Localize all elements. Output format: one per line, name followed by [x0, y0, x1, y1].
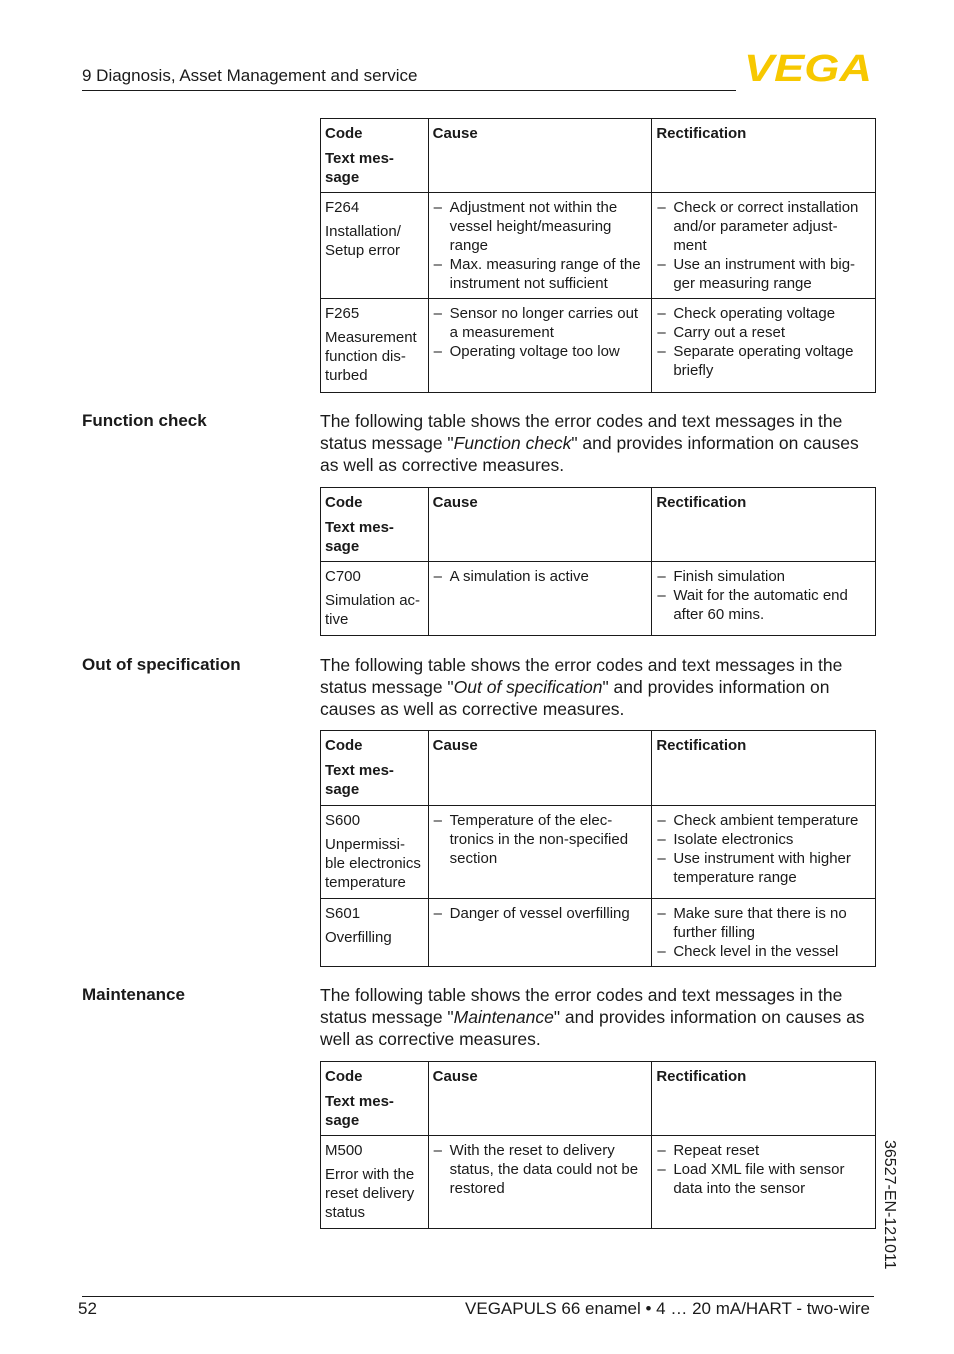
- column-header-code: Code Text mes- sage: [321, 488, 429, 562]
- error-code: C700: [325, 568, 361, 585]
- rectification-item: – Repeat reset: [656, 1141, 871, 1160]
- rectification-item: – Make sure that there is no further filling: [656, 904, 871, 942]
- table-row: [321, 899, 876, 967]
- table-row: [321, 1136, 876, 1229]
- rectification-item: – Check or correct installation and/or parameter adjust- ment: [656, 198, 871, 255]
- page-number: 52: [78, 1299, 97, 1318]
- column-header-code: Code Text mes- sage: [321, 1062, 429, 1136]
- cause-item: – Sensor no longer carries out a measurement: [433, 304, 648, 342]
- error-message: Measurement function dis- turbed: [325, 329, 417, 384]
- error-message: Simulation ac- tive: [325, 592, 421, 628]
- cause-item: – Operating voltage too low: [433, 342, 648, 361]
- table-row: [321, 562, 876, 636]
- table-row: [321, 806, 876, 899]
- rectification-item: – Check ambient temperature: [656, 811, 871, 830]
- section-intro-function-check: The following table shows the error codes and text messages in the status message "Function check" and provides information on causes as well as corrective measures.: [320, 411, 859, 475]
- column-header-rectification: Rectification: [652, 731, 876, 806]
- column-header-rectification: Rectification: [652, 1062, 876, 1136]
- error-code: F264: [325, 199, 360, 216]
- table-row: [321, 193, 876, 299]
- error-message: Installation/ Setup error: [325, 223, 401, 259]
- column-header-code: Code Text mes- sage: [321, 731, 429, 806]
- error-code: S601: [325, 905, 361, 922]
- column-header-rectification: Rectification: [652, 488, 876, 562]
- rectification-item: – Use an instrument with big- ger measuring range: [656, 255, 871, 293]
- error-code: S600: [325, 812, 361, 829]
- rectification-item: – Check level in the vessel: [656, 942, 871, 961]
- column-header-cause: Cause: [428, 119, 652, 193]
- rectification-item: – Finish simulation: [656, 567, 871, 586]
- header-title: 9 Diagnosis, Asset Management and service: [82, 66, 418, 85]
- footer-rule: [82, 1296, 874, 1297]
- section-intro-out-of-specification: The following table shows the error codes and text messages in the status message "Out of specification" and provides information on causes as well as corrective measures.: [320, 655, 843, 719]
- error-table-function-check: [320, 487, 876, 636]
- column-header-cause: Cause: [428, 488, 652, 562]
- column-header-cause: Cause: [428, 1062, 652, 1136]
- cause-item: – Adjustment not within the vessel height/measuring range: [433, 198, 648, 255]
- rectification-item: – Load XML file with sensor data into the sensor: [656, 1160, 871, 1198]
- column-header-rectification: Rectification: [652, 119, 876, 193]
- section-intro-maintenance: The following table shows the error codes and text messages in the status message "Maintenance" and provides information on causes as well as corrective measures.: [320, 985, 865, 1049]
- rectification-item: – Check operating voltage: [656, 304, 871, 323]
- rectification-item: – Isolate electronics: [656, 830, 871, 849]
- rectification-item: – Separate operating voltage briefly: [656, 342, 871, 380]
- error-table-failure: [320, 118, 876, 393]
- cause-item: – With the reset to delivery status, the data could not be restored: [433, 1141, 648, 1198]
- vega-logo: [742, 50, 874, 84]
- error-message: Overfilling: [325, 929, 392, 946]
- error-message: Error with the reset delivery status: [325, 1166, 415, 1221]
- header-rule: [82, 90, 736, 91]
- rectification-item: – Wait for the automatic end after 60 mins.: [656, 586, 871, 624]
- rectification-item: – Use instrument with higher temperature range: [656, 849, 871, 887]
- error-code: F265: [325, 305, 360, 322]
- rectification-item: – Carry out a reset: [656, 323, 871, 342]
- cause-item: – Danger of vessel overfilling: [433, 904, 648, 923]
- cause-item: – Temperature of the elec- tronics in the non-specified section: [433, 811, 648, 868]
- error-message: Unpermissi- ble electronics temperature: [325, 836, 421, 891]
- cause-item: – A simulation is active: [433, 567, 648, 586]
- section-label-function-check: Function check: [82, 411, 207, 430]
- column-header-code: Code Text mes- sage: [321, 119, 429, 193]
- error-code: M500: [325, 1142, 363, 1159]
- error-table-out-of-specification: [320, 730, 876, 967]
- section-label-out-of-specification: Out of specification: [82, 655, 241, 674]
- vega-logo-text: VEGA: [744, 50, 872, 84]
- document-id: 36527-EN-121011: [881, 1140, 898, 1270]
- column-header-cause: Cause: [428, 731, 652, 806]
- cause-item: – Max. measuring range of the instrument not sufficient: [433, 255, 648, 293]
- table-row: [321, 299, 876, 393]
- error-table-maintenance: [320, 1061, 876, 1229]
- footer-title: VEGAPULS 66 enamel • 4 … 20 mA/HART - two-wire: [465, 1299, 870, 1318]
- section-label-maintenance: Maintenance: [82, 985, 185, 1004]
